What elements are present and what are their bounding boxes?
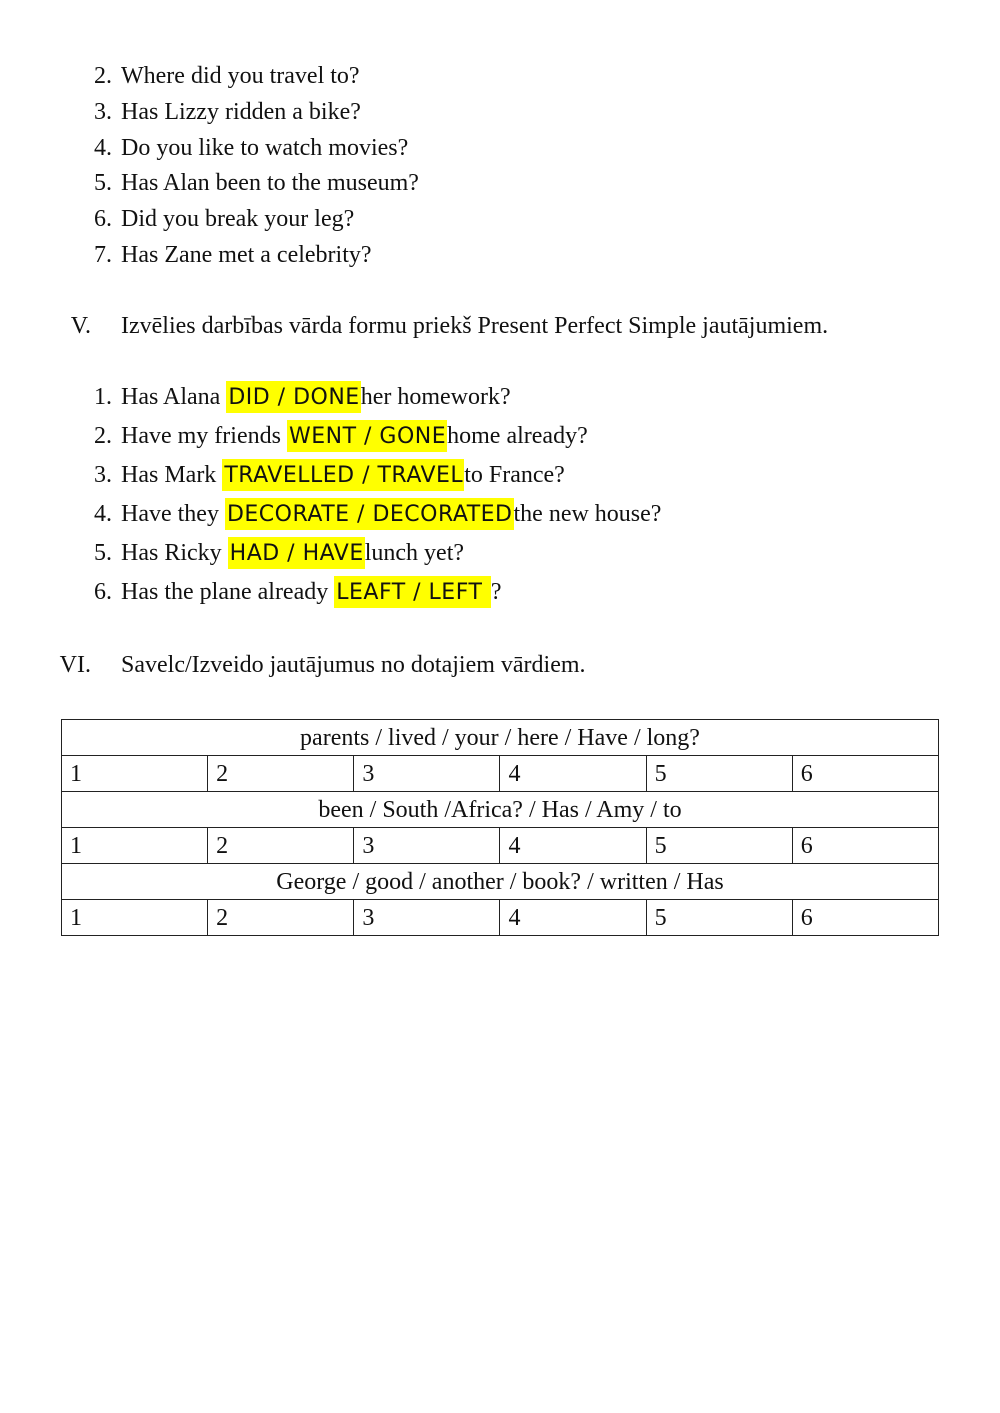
answer-slot[interactable]: 3 (354, 756, 500, 792)
sentence-end: ? (490, 579, 502, 605)
answer-slot[interactable]: 5 (646, 900, 792, 936)
item-text (121, 422, 588, 451)
section-instruction: Izvēlies darbības vārda formu priekš Present Perfect Simple jautājumiem. (121, 313, 829, 339)
sentence-end: to France? (464, 462, 565, 488)
table-row-slots (62, 756, 939, 792)
word-order-table (61, 719, 939, 936)
item-text (121, 578, 502, 607)
item-number: 4. (94, 135, 112, 161)
item-number: 5. (94, 540, 112, 566)
item-text (121, 539, 464, 568)
sentence-end: the new house? (513, 501, 662, 527)
sentence-start: Have they (121, 501, 225, 527)
verb-choice[interactable]: TRAVELLED / TRAVEL (222, 459, 464, 491)
answer-slot[interactable]: 4 (500, 828, 646, 864)
verb-choice[interactable]: DECORATE / DECORATED (225, 498, 514, 530)
answer-slot[interactable]: 1 (62, 828, 208, 864)
section-roman-numeral: VI. (59, 652, 91, 678)
answer-slot[interactable]: 2 (208, 900, 354, 936)
answer-slot[interactable]: 6 (792, 900, 938, 936)
item-number: 6. (94, 206, 112, 232)
verb-choice[interactable]: DID / DONE (226, 381, 360, 413)
answer-slot[interactable]: 4 (500, 900, 646, 936)
item-number: 5. (94, 170, 112, 196)
answer-slot[interactable]: 1 (62, 900, 208, 936)
sentence-start: Has the plane already (121, 579, 335, 605)
item-text: Has Alan been to the museum? (121, 170, 419, 196)
item-number: 3. (94, 462, 112, 488)
answer-slot[interactable]: 6 (792, 828, 938, 864)
answer-slot[interactable]: 1 (62, 756, 208, 792)
scrambled-words: George / good / another / book? / written / Has (62, 864, 939, 900)
verb-choice[interactable]: WENT / GONE (287, 420, 447, 452)
item-number: 3. (94, 99, 112, 125)
item-text (121, 383, 511, 412)
scrambled-words: been / South /Africa? / Has / Amy / to (62, 792, 939, 828)
answer-slot[interactable]: 2 (208, 828, 354, 864)
table-row-words (62, 720, 939, 756)
answer-slot[interactable]: 4 (500, 756, 646, 792)
item-number: 2. (94, 423, 112, 449)
item-text (121, 461, 565, 490)
item-text: Where did you travel to? (121, 63, 360, 89)
sentence-end: her homework? (360, 384, 511, 410)
item-number: 2. (94, 63, 112, 89)
table-row-words (62, 864, 939, 900)
item-text: Has Lizzy ridden a bike? (121, 99, 361, 125)
table-row-slots (62, 900, 939, 936)
item-number: 4. (94, 501, 112, 527)
sentence-end: home already? (447, 423, 588, 449)
sentence-start: Have my friends (121, 423, 287, 449)
scrambled-words: parents / lived / your / here / Have / long? (62, 720, 939, 756)
answer-slot[interactable]: 5 (646, 756, 792, 792)
answer-slot[interactable]: 3 (354, 828, 500, 864)
item-number: 7. (94, 242, 112, 268)
section-instruction: Savelc/Izveido jautājumus no dotajiem vārdiem. (121, 652, 586, 678)
sentence-start: Has Alana (121, 384, 227, 410)
item-number: 1. (94, 384, 112, 410)
answer-slot[interactable]: 2 (208, 756, 354, 792)
table-row-words (62, 792, 939, 828)
item-text: Did you break your leg? (121, 206, 355, 232)
sentence-start: Has Ricky (121, 540, 228, 566)
item-number: 6. (94, 579, 112, 605)
verb-choice[interactable]: LEAFT / LEFT (334, 576, 491, 608)
item-text: Has Zane met a celebrity? (121, 242, 372, 268)
item-text (121, 500, 661, 529)
verb-choice[interactable]: HAD / HAVE (228, 537, 365, 569)
table-row-slots (62, 828, 939, 864)
answer-slot[interactable]: 3 (354, 900, 500, 936)
section-roman-numeral: V. (70, 313, 91, 339)
answer-slot[interactable]: 6 (792, 756, 938, 792)
sentence-start: Has Mark (121, 462, 223, 488)
answer-slot[interactable]: 5 (646, 828, 792, 864)
sentence-end: lunch yet? (364, 540, 465, 566)
item-text: Do you like to watch movies? (121, 135, 409, 161)
